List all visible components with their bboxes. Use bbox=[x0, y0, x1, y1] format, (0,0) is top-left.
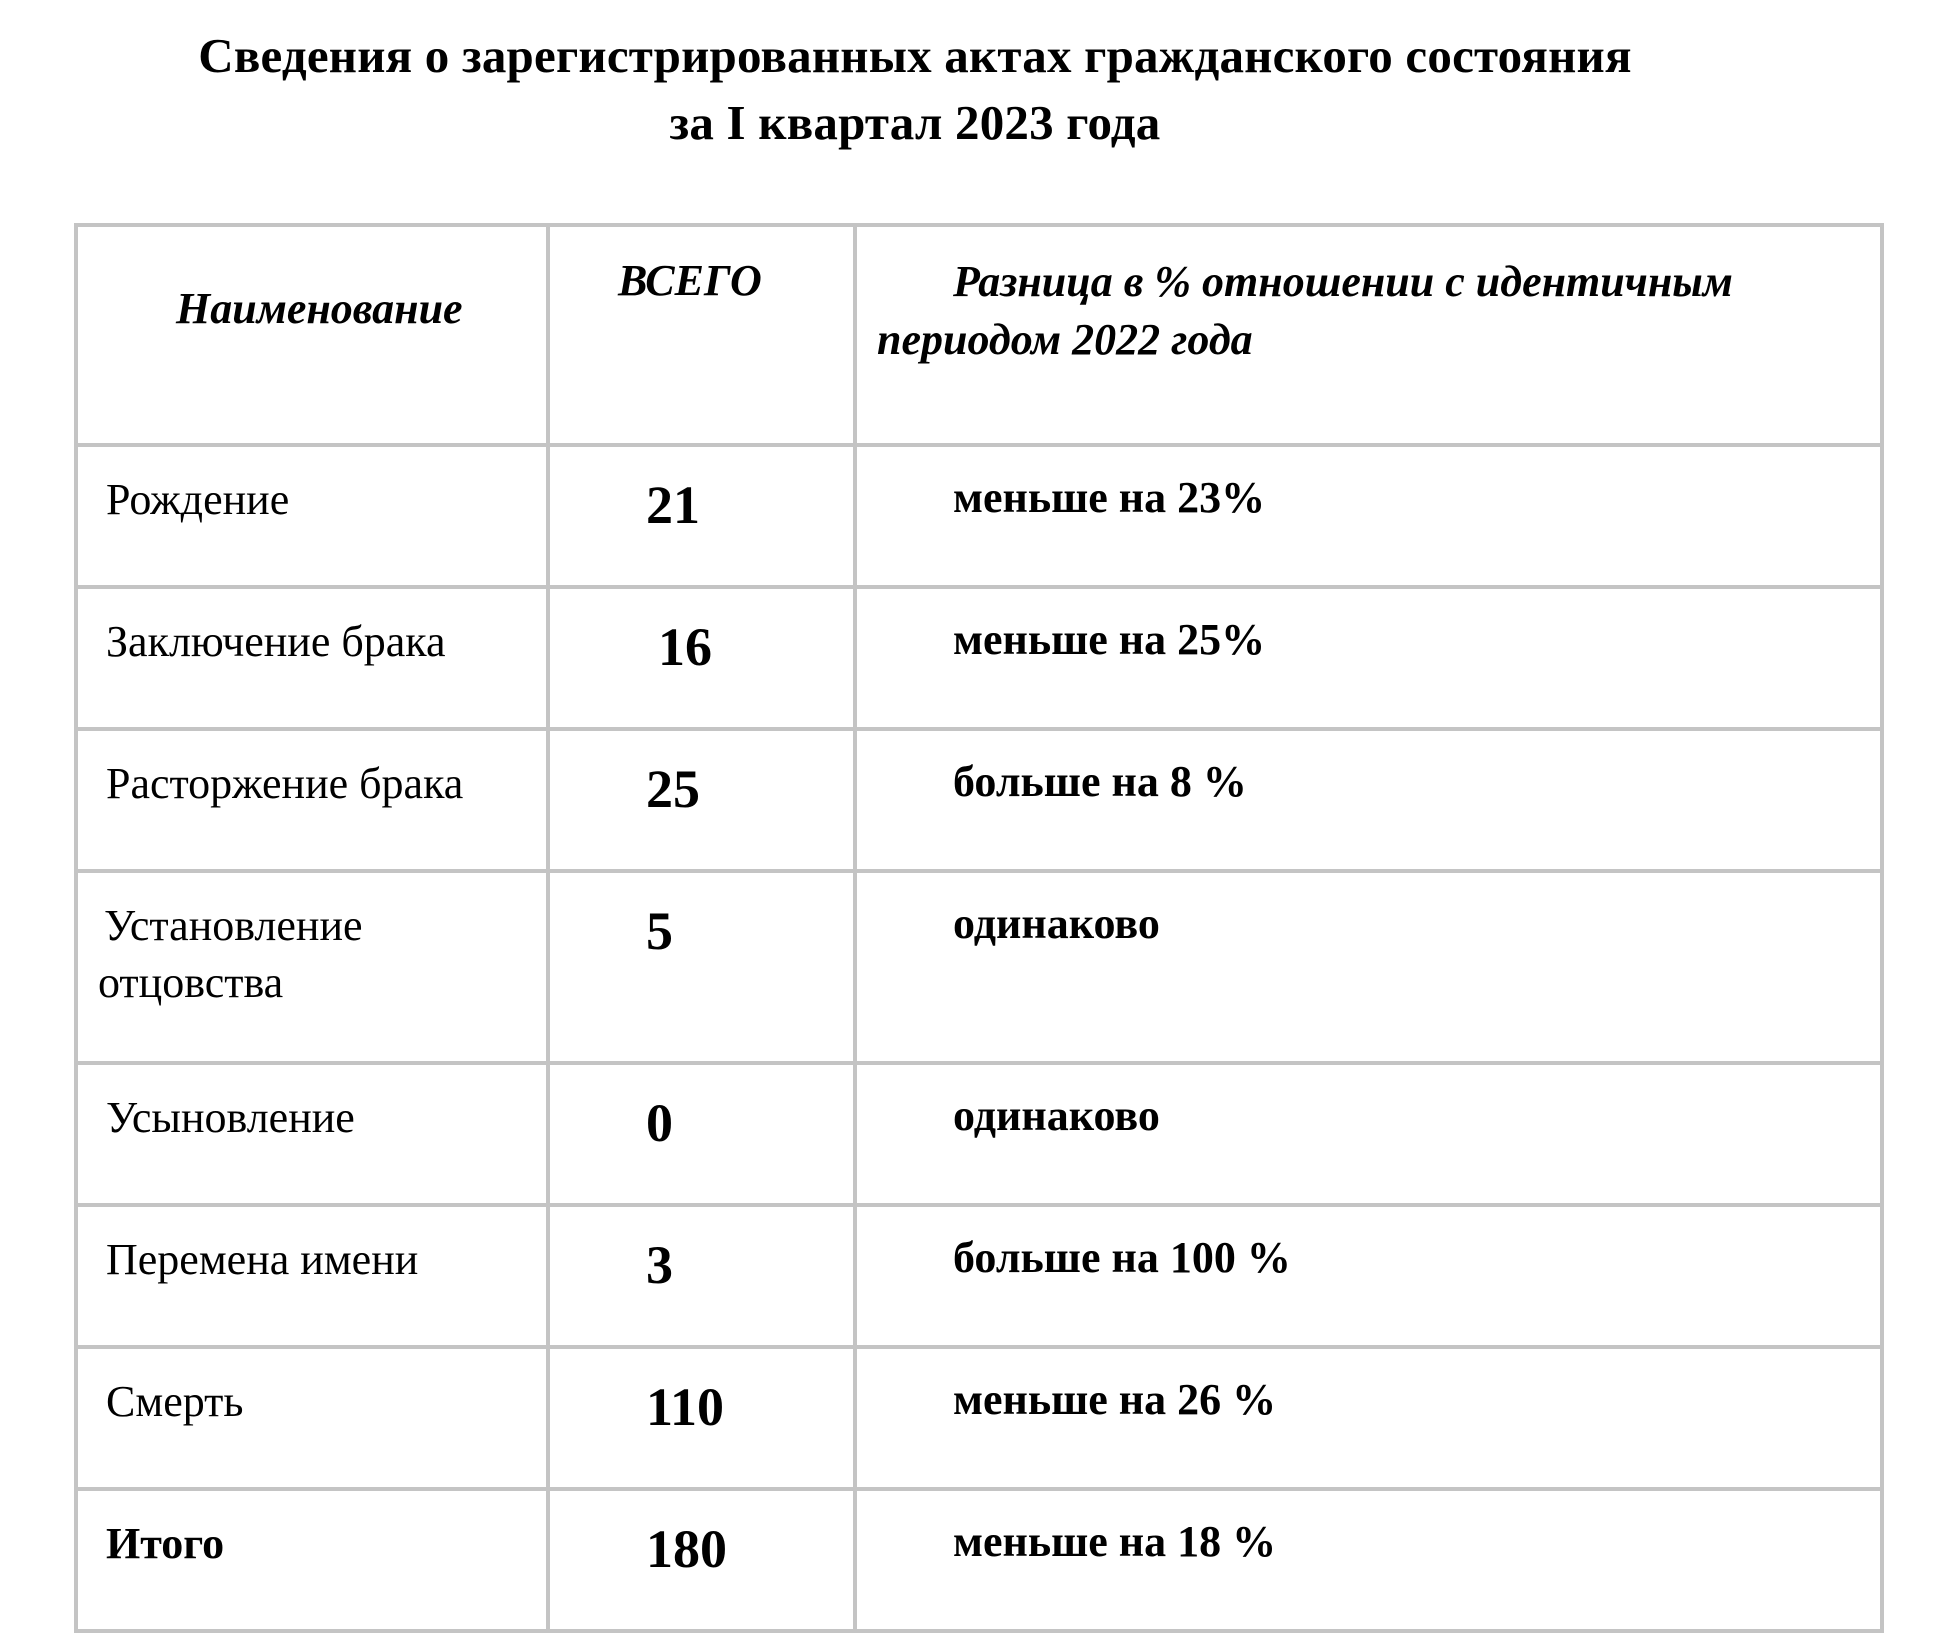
table-row bbox=[76, 1205, 1882, 1347]
table-header-row bbox=[76, 225, 1882, 445]
row-diff: больше на 8 % bbox=[855, 729, 1882, 871]
row-total: 21 bbox=[548, 445, 855, 587]
row-total: 5 bbox=[548, 871, 855, 1063]
table-row bbox=[76, 729, 1882, 871]
header-total: ВСЕГО bbox=[548, 225, 855, 445]
row-diff: одинаково bbox=[855, 871, 1882, 1063]
row-total: 0 bbox=[548, 1063, 855, 1205]
row-name: Итого bbox=[76, 1489, 548, 1631]
table-row bbox=[76, 587, 1882, 729]
row-total: 25 bbox=[548, 729, 855, 871]
table-row bbox=[76, 871, 1882, 1063]
row-name: Смерть bbox=[76, 1347, 548, 1489]
document-title-line-1: Сведения о зарегистрированных актах гражданского состояния bbox=[198, 28, 1632, 83]
table-row bbox=[76, 1489, 1882, 1631]
row-total: 180 bbox=[548, 1489, 855, 1631]
table-row bbox=[76, 1063, 1882, 1205]
row-name: Расторжение брака bbox=[76, 729, 548, 871]
row-diff: одинаково bbox=[855, 1063, 1882, 1205]
row-name: Рождение bbox=[76, 445, 548, 587]
row-name: Заключение брака bbox=[76, 587, 548, 729]
row-name: Перемена имени bbox=[76, 1205, 548, 1347]
row-total: 3 bbox=[548, 1205, 855, 1347]
table-row bbox=[76, 445, 1882, 587]
table-row bbox=[76, 1347, 1882, 1489]
document-title-line-2: за I квартал 2023 года bbox=[669, 95, 1161, 150]
row-diff: меньше на 18 % bbox=[855, 1489, 1882, 1631]
row-diff: меньше на 23% bbox=[855, 445, 1882, 587]
row-diff: меньше на 25% bbox=[855, 587, 1882, 729]
row-total: 16 bbox=[548, 587, 855, 729]
row-name: Установление отцовства bbox=[76, 871, 548, 1063]
civil-acts-table bbox=[74, 223, 1884, 1633]
row-total: 110 bbox=[548, 1347, 855, 1489]
row-diff: меньше на 26 % bbox=[855, 1347, 1882, 1489]
header-diff: Разница в % отношении с идентичным периодом 2022 года bbox=[855, 225, 1882, 445]
row-diff: больше на 100 % bbox=[855, 1205, 1882, 1347]
row-name: Усыновление bbox=[76, 1063, 548, 1205]
header-name: Наименование bbox=[76, 225, 548, 445]
